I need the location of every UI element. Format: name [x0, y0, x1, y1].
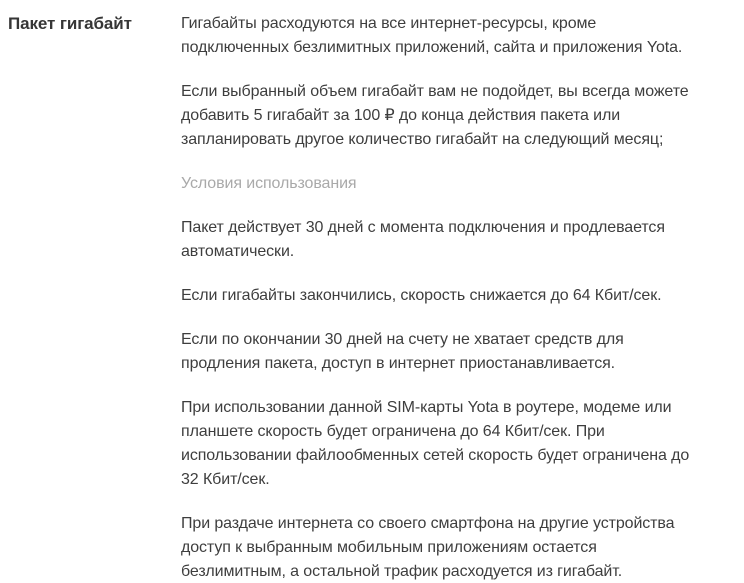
- terms-subheading: Условия использования: [181, 175, 357, 192]
- terms-paragraph: Пакет действует 30 дней с момента подключения и продлевается автоматически.: [181, 219, 665, 260]
- terms-paragraph: При раздаче интернета со своего смартфона на другие устройства доступ к выбранным мобильным приложениям остается безлимитным, а остальной трафик расходуется из гигабайт.: [181, 515, 675, 580]
- row-content-column: [181, 0, 701, 583]
- terms-paragraph: Если гигабайты закончились, скорость снижается до 64 Кбит/сек.: [181, 287, 662, 304]
- row-title: Пакет гигабайт: [8, 14, 132, 33]
- terms-paragraph: При использовании данной SIM-карты Yota в роутере, модеме или планшете скорость будет ограничена до 64 Кбит/сек. При использовании файлообменных сетей скорость будет ограничена до 32 Кбит/сек.: [181, 399, 690, 488]
- row-label-column: [0, 0, 181, 583]
- intro-paragraph: Если выбранный объем гигабайт вам не подойдет, вы всегда можете добавить 5 гигабайт за 100 ₽ до конца действия пакета или запланировать другое количество гигабайт на следующий месяц;: [181, 83, 689, 148]
- terms-paragraph: Если по окончании 30 дней на счету не хватает средств для продления пакета, доступ в интернет приостанавливается.: [181, 331, 624, 372]
- intro-paragraph: Гигабайты расходуются на все интернет-ресурсы, кроме подключенных безлимитных приложений, сайта и приложения Yota.: [181, 15, 683, 56]
